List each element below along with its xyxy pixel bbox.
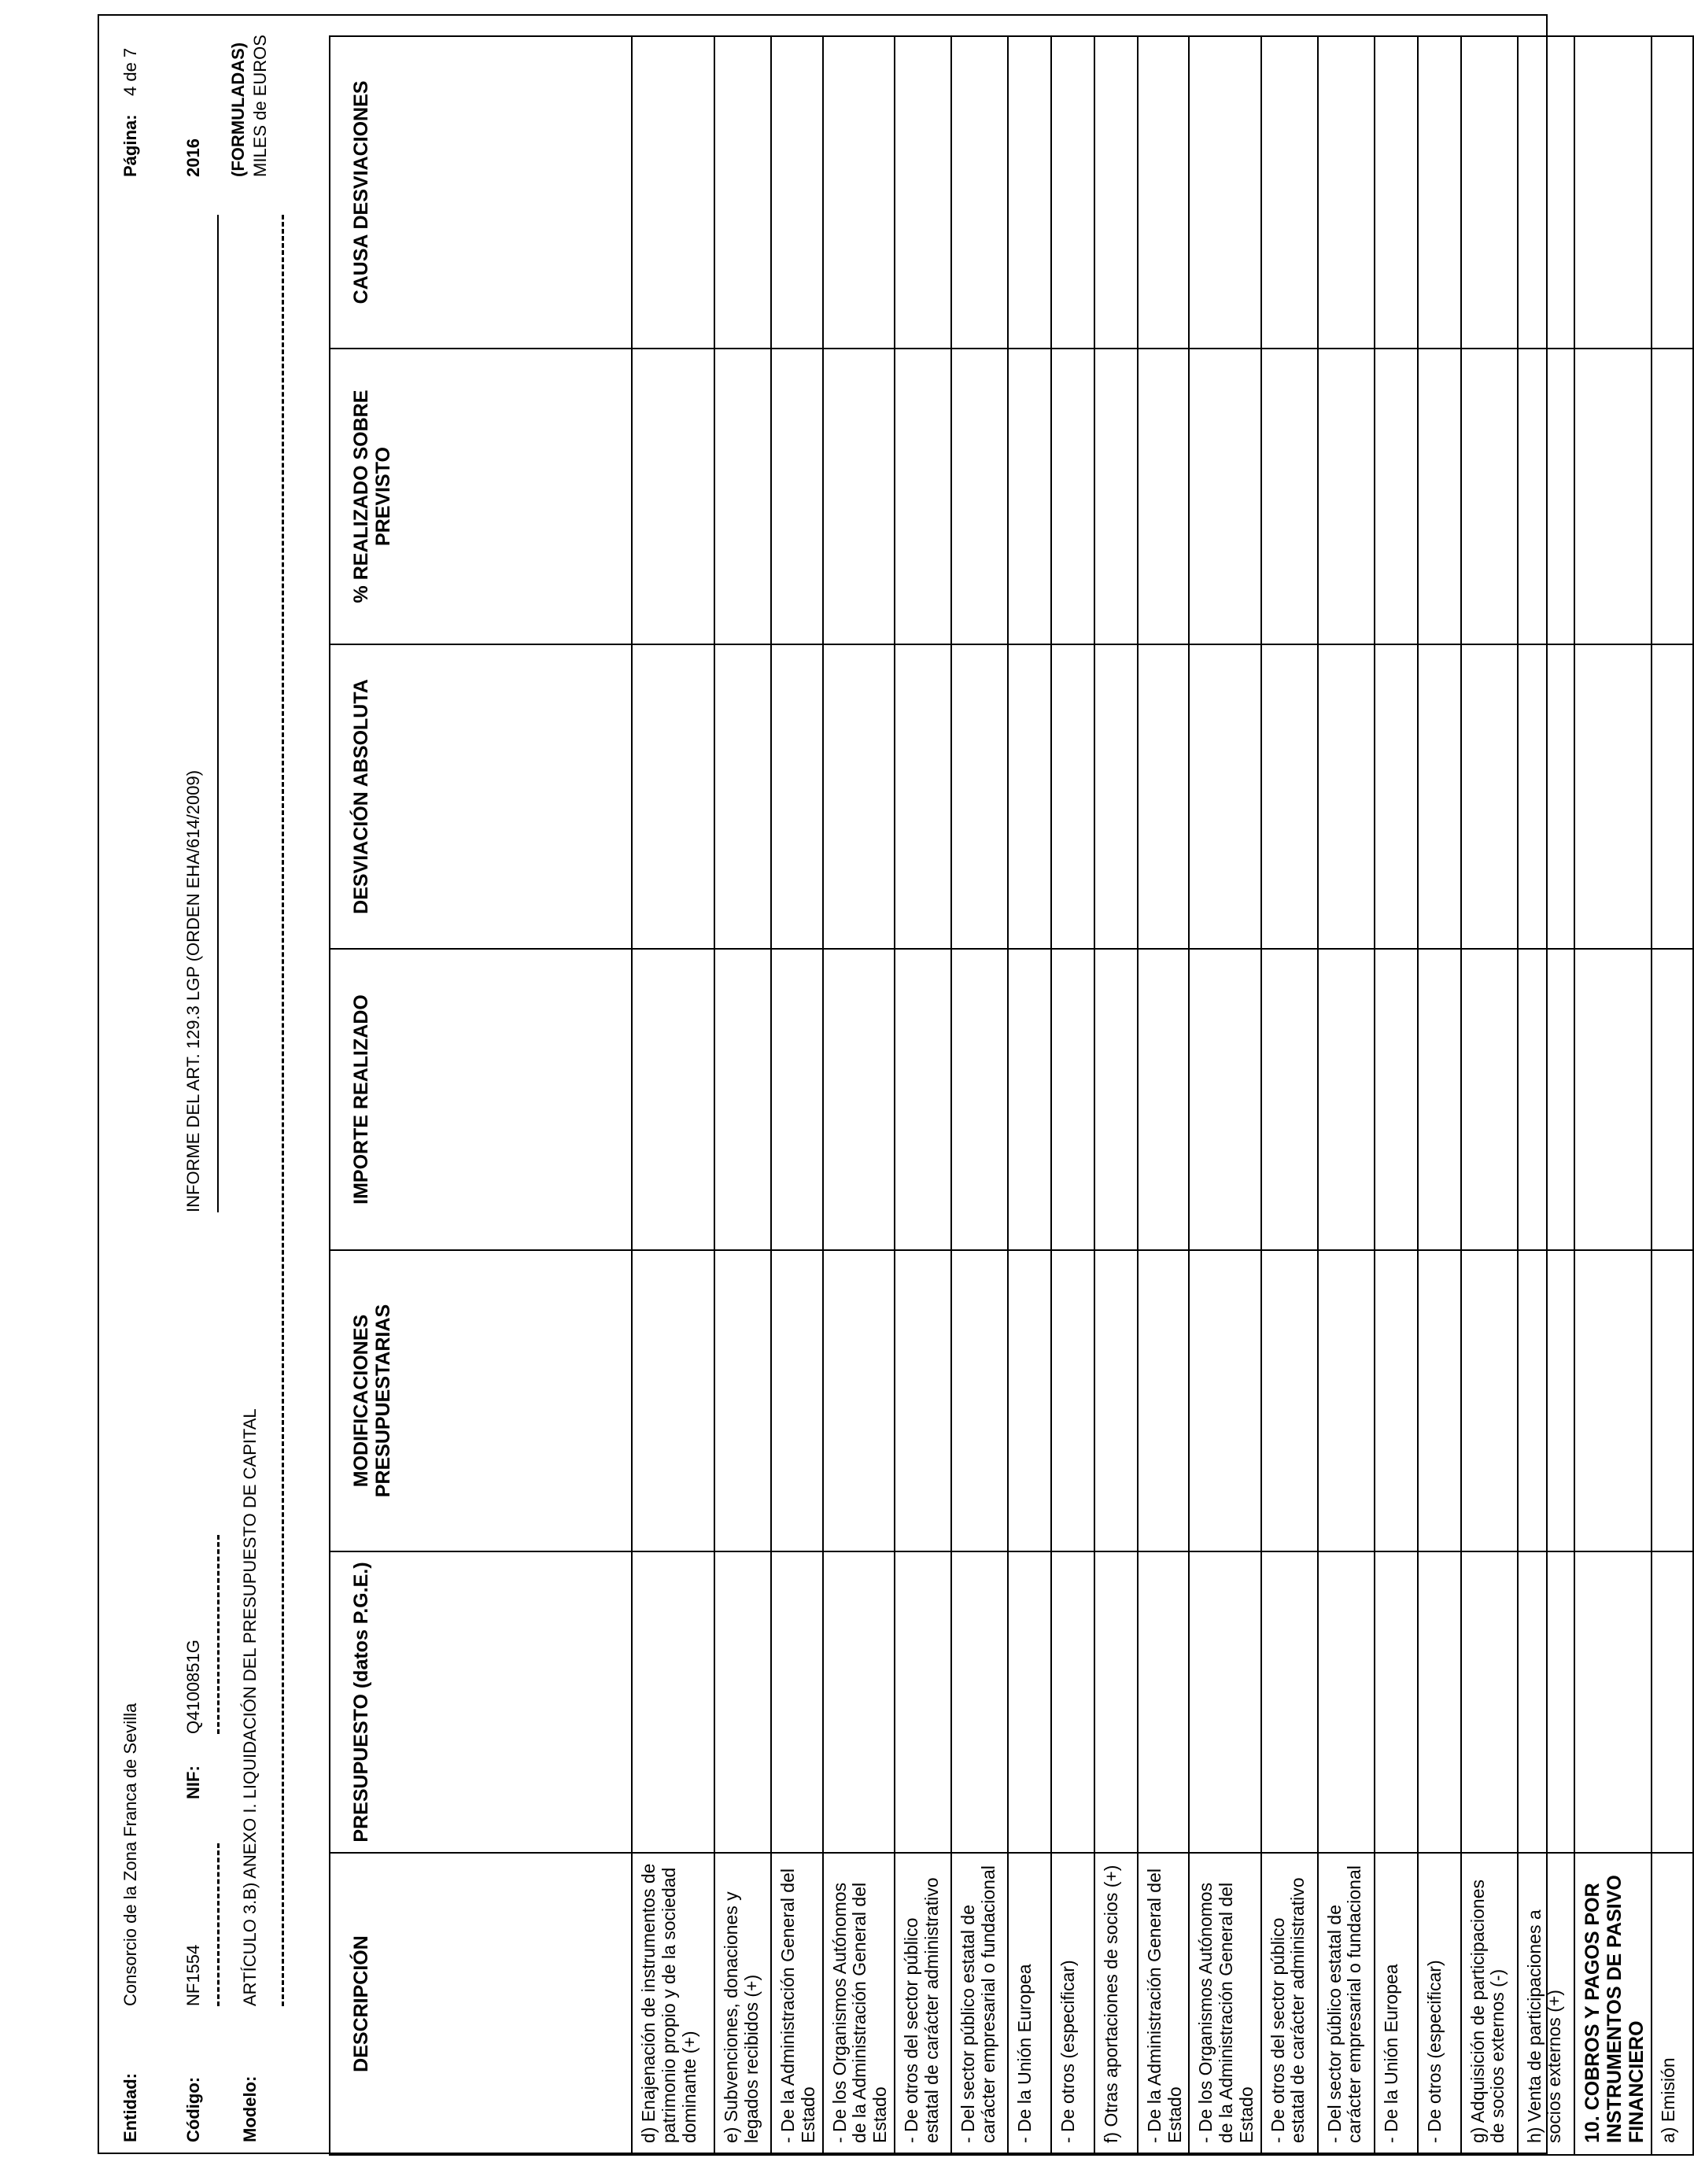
table-row xyxy=(1008,36,1051,2155)
modelo-value: ARTÍCULO 3.B) ANEXO I. LIQUIDACIÓN DEL PRESUPUESTO DE CAPITAL xyxy=(240,1408,260,2006)
entidad-value: Consorcio de la Zona Franca de Sevilla xyxy=(120,1703,140,2006)
cell-desviacion-absoluta xyxy=(1189,644,1260,949)
cell-causa-desviaciones xyxy=(1318,36,1375,349)
table-header-row xyxy=(330,36,632,2155)
unidades-label: MILES de EUROS xyxy=(250,35,270,177)
table-row xyxy=(1652,36,1693,2155)
cell-presupuesto xyxy=(1318,1551,1375,1853)
table-row xyxy=(895,36,951,2155)
table-row xyxy=(1318,36,1375,2155)
row-description: a) Emisión xyxy=(1652,1853,1693,2155)
cell-modificaciones xyxy=(1418,1250,1461,1551)
cell-presupuesto xyxy=(823,1551,895,1853)
codigo-value: NF1554 xyxy=(183,1944,203,2006)
cell-modificaciones xyxy=(823,1250,895,1551)
cell-importe-realizado xyxy=(1652,949,1693,1250)
cell-importe-realizado xyxy=(1574,949,1652,1250)
cell-importe-realizado xyxy=(1138,949,1190,1250)
cell-presupuesto xyxy=(771,1551,823,1853)
cell-modificaciones xyxy=(1461,1250,1518,1551)
cell-importe-realizado xyxy=(714,949,771,1250)
cell-modificaciones xyxy=(1318,1250,1375,1551)
col-header-causa-desviaciones: CAUSA DESVIACIONES xyxy=(330,36,632,349)
cell-modificaciones xyxy=(951,1250,1008,1551)
modelo-underline xyxy=(282,215,284,2006)
cell-modificaciones xyxy=(1375,1250,1418,1551)
cell-modificaciones xyxy=(1138,1250,1190,1551)
table-row xyxy=(1261,36,1318,2155)
cell-porcentaje-realizado xyxy=(1138,349,1190,644)
cell-porcentaje-realizado xyxy=(714,349,771,644)
cell-modificaciones xyxy=(771,1250,823,1551)
cell-modificaciones xyxy=(1094,1250,1138,1551)
cell-porcentaje-realizado xyxy=(1574,349,1652,644)
col-header-modificaciones: MODIFICACIONES PRESUPUESTARIAS xyxy=(330,1250,632,1551)
row-description: - De otros (especificar) xyxy=(1051,1853,1094,2155)
col-header-presupuesto: PRESUPUESTO (datos P.G.E.) xyxy=(330,1551,632,1853)
cell-desviacion-absoluta xyxy=(1261,644,1318,949)
cell-importe-realizado xyxy=(1189,949,1260,1250)
cell-modificaciones xyxy=(714,1250,771,1551)
cell-desviacion-absoluta xyxy=(951,644,1008,949)
cell-desviacion-absoluta xyxy=(1375,644,1418,949)
cell-importe-realizado xyxy=(951,949,1008,1250)
row-description: - Del sector público estatal de carácter empresarial o fundacional xyxy=(951,1853,1008,2155)
cell-causa-desviaciones xyxy=(951,36,1008,349)
cell-porcentaje-realizado xyxy=(951,349,1008,644)
formuladas-label: (FORMULADAS) xyxy=(228,42,248,177)
cell-porcentaje-realizado xyxy=(1375,349,1418,644)
year-value: 2016 xyxy=(183,138,203,177)
row-description: - De los Organismos Autónomos de la Administración General del Estado xyxy=(1189,1853,1260,2155)
row-description: - Del sector público estatal de carácter empresarial o fundacional xyxy=(1318,1853,1375,2155)
cell-causa-desviaciones xyxy=(1652,36,1693,349)
cell-presupuesto xyxy=(895,1551,951,1853)
cell-causa-desviaciones xyxy=(823,36,895,349)
cell-causa-desviaciones xyxy=(1261,36,1318,349)
cell-causa-desviaciones xyxy=(632,36,714,349)
cell-desviacion-absoluta xyxy=(632,644,714,949)
pagina-value: 4 de 7 xyxy=(120,47,140,96)
row-description: e) Subvenciones, donaciones y legados recibidos (+) xyxy=(714,1853,771,2155)
nif-label: NIF: xyxy=(183,1765,203,1799)
cell-importe-realizado xyxy=(1051,949,1094,1250)
cell-modificaciones xyxy=(1189,1250,1260,1551)
cell-presupuesto xyxy=(1461,1551,1518,1853)
rotated-page xyxy=(0,20,1678,2184)
cell-causa-desviaciones xyxy=(714,36,771,349)
row-description: h) Venta de participaciones a socios externos (+) xyxy=(1518,1853,1574,2155)
cell-desviacion-absoluta xyxy=(1574,644,1652,949)
cell-desviacion-absoluta xyxy=(1094,644,1138,949)
cell-causa-desviaciones xyxy=(1574,36,1652,349)
row-description: - De la Unión Europea xyxy=(1375,1853,1418,2155)
cell-desviacion-absoluta xyxy=(1461,644,1518,949)
row-description: - De otros del sector público estatal de carácter administrativo xyxy=(1261,1853,1318,2155)
codigo-label: Código: xyxy=(183,2076,203,2142)
cell-presupuesto xyxy=(1138,1551,1190,1853)
cell-presupuesto xyxy=(1375,1551,1418,1853)
table-row xyxy=(1138,36,1190,2155)
cell-importe-realizado xyxy=(771,949,823,1250)
cell-porcentaje-realizado xyxy=(1318,349,1375,644)
table-row xyxy=(714,36,771,2155)
row-description: d) Enajenación de instrumentos de patrimonio propio y de la sociedad dominante (+) xyxy=(632,1853,714,2155)
table-row xyxy=(1189,36,1260,2155)
cell-importe-realizado xyxy=(632,949,714,1250)
modelo-label: Modelo: xyxy=(240,2075,260,2142)
cell-causa-desviaciones xyxy=(1051,36,1094,349)
row-description: f) Otras aportaciones de socios (+) xyxy=(1094,1853,1138,2155)
cell-presupuesto xyxy=(1652,1551,1693,1853)
cell-causa-desviaciones xyxy=(1008,36,1051,349)
cell-causa-desviaciones xyxy=(1461,36,1518,349)
informe-title: INFORME DEL ART. 129.3 LGP (ORDEN EHA/614/2009) xyxy=(183,769,203,1212)
cell-causa-desviaciones xyxy=(1418,36,1461,349)
cell-presupuesto xyxy=(1094,1551,1138,1853)
cell-causa-desviaciones xyxy=(771,36,823,349)
cell-desviacion-absoluta xyxy=(1138,644,1190,949)
cell-modificaciones xyxy=(1051,1250,1094,1551)
col-header-porcentaje-realizado: % REALIZADO SOBRE PREVISTO xyxy=(330,349,632,644)
table-row xyxy=(1461,36,1518,2155)
col-header-descripcion: DESCRIPCIÓN xyxy=(330,1853,632,2155)
table-row xyxy=(951,36,1008,2155)
row-description: - De otros del sector público estatal de carácter administrativo xyxy=(895,1853,951,2155)
cell-causa-desviaciones xyxy=(1138,36,1190,349)
cell-porcentaje-realizado xyxy=(895,349,951,644)
cell-desviacion-absoluta xyxy=(895,644,951,949)
cell-causa-desviaciones xyxy=(1375,36,1418,349)
table-row xyxy=(1518,36,1574,2155)
pagina-label: Página: xyxy=(120,114,140,177)
row-description: - De los Organismos Autónomos de la Administración General del Estado xyxy=(823,1853,895,2155)
cell-porcentaje-realizado xyxy=(632,349,714,644)
cell-importe-realizado xyxy=(1418,949,1461,1250)
cell-modificaciones xyxy=(1574,1250,1652,1551)
row-description: 10. COBROS Y PAGOS POR INSTRUMENTOS DE PASIVO FINANCIERO xyxy=(1574,1853,1652,2155)
codigo-underline xyxy=(217,1843,220,2006)
informe-underline xyxy=(217,215,219,1212)
cell-importe-realizado xyxy=(1461,949,1518,1250)
cell-porcentaje-realizado xyxy=(1652,349,1693,644)
table-row xyxy=(1051,36,1094,2155)
table-row xyxy=(771,36,823,2155)
nif-underline xyxy=(217,1535,220,1734)
row-description: - De la Administración General del Estado xyxy=(1138,1853,1190,2155)
cell-desviacion-absoluta xyxy=(1652,644,1693,949)
cell-presupuesto xyxy=(1051,1551,1094,1853)
row-description: - De la Unión Europea xyxy=(1008,1853,1051,2155)
cell-desviacion-absoluta xyxy=(1051,644,1094,949)
row-description: - De la Administración General del Estado xyxy=(771,1853,823,2155)
row-description: - De otros (especificar) xyxy=(1418,1853,1461,2155)
table-row xyxy=(1574,36,1652,2155)
cell-porcentaje-realizado xyxy=(771,349,823,644)
cell-porcentaje-realizado xyxy=(823,349,895,644)
cell-presupuesto xyxy=(1418,1551,1461,1853)
nif-value: Q4100851G xyxy=(183,1640,203,1734)
cell-presupuesto xyxy=(1261,1551,1318,1853)
cell-desviacion-absoluta xyxy=(823,644,895,949)
cell-desviacion-absoluta xyxy=(1318,644,1375,949)
cell-causa-desviaciones xyxy=(1518,36,1574,349)
entidad-label: Entidad: xyxy=(120,2073,140,2142)
cell-causa-desviaciones xyxy=(1189,36,1260,349)
cell-desviacion-absoluta xyxy=(1518,644,1574,949)
cell-importe-realizado xyxy=(1318,949,1375,1250)
cell-causa-desviaciones xyxy=(1094,36,1138,349)
cell-porcentaje-realizado xyxy=(1189,349,1260,644)
cell-causa-desviaciones xyxy=(895,36,951,349)
cell-presupuesto xyxy=(1008,1551,1051,1853)
table-row xyxy=(632,36,714,2155)
cell-modificaciones xyxy=(1518,1250,1574,1551)
cell-importe-realizado xyxy=(1261,949,1318,1250)
col-header-importe-realizado: IMPORTE REALIZADO xyxy=(330,949,632,1250)
cell-modificaciones xyxy=(632,1250,714,1551)
cell-desviacion-absoluta xyxy=(714,644,771,949)
table-row xyxy=(1094,36,1138,2155)
cell-presupuesto xyxy=(1189,1551,1260,1853)
cell-importe-realizado xyxy=(823,949,895,1250)
cell-desviacion-absoluta xyxy=(1418,644,1461,949)
cell-porcentaje-realizado xyxy=(1461,349,1518,644)
cell-importe-realizado xyxy=(1094,949,1138,1250)
table-body xyxy=(632,36,1693,2155)
col-header-desviacion-absoluta: DESVIACIÓN ABSOLUTA xyxy=(330,644,632,949)
table-row xyxy=(1375,36,1418,2155)
cell-porcentaje-realizado xyxy=(1008,349,1051,644)
cell-importe-realizado xyxy=(895,949,951,1250)
cell-porcentaje-realizado xyxy=(1051,349,1094,644)
cell-modificaciones xyxy=(895,1250,951,1551)
cell-modificaciones xyxy=(1261,1250,1318,1551)
table-row xyxy=(1418,36,1461,2155)
cell-presupuesto xyxy=(1518,1551,1574,1853)
cell-desviacion-absoluta xyxy=(771,644,823,949)
cell-porcentaje-realizado xyxy=(1094,349,1138,644)
cell-porcentaje-realizado xyxy=(1418,349,1461,644)
cell-importe-realizado xyxy=(1518,949,1574,1250)
cell-importe-realizado xyxy=(1008,949,1051,1250)
liquidation-table xyxy=(329,35,1694,2156)
cell-porcentaje-realizado xyxy=(1261,349,1318,644)
cell-presupuesto xyxy=(951,1551,1008,1853)
row-description: g) Adquisición de participaciones de socios externos (-) xyxy=(1461,1853,1518,2155)
cell-presupuesto xyxy=(632,1551,714,1853)
cell-presupuesto xyxy=(714,1551,771,1853)
cell-desviacion-absoluta xyxy=(1008,644,1051,949)
cell-presupuesto xyxy=(1574,1551,1652,1853)
cell-modificaciones xyxy=(1652,1250,1693,1551)
cell-porcentaje-realizado xyxy=(1518,349,1574,644)
table-row xyxy=(823,36,895,2155)
cell-modificaciones xyxy=(1008,1250,1051,1551)
cell-importe-realizado xyxy=(1375,949,1418,1250)
